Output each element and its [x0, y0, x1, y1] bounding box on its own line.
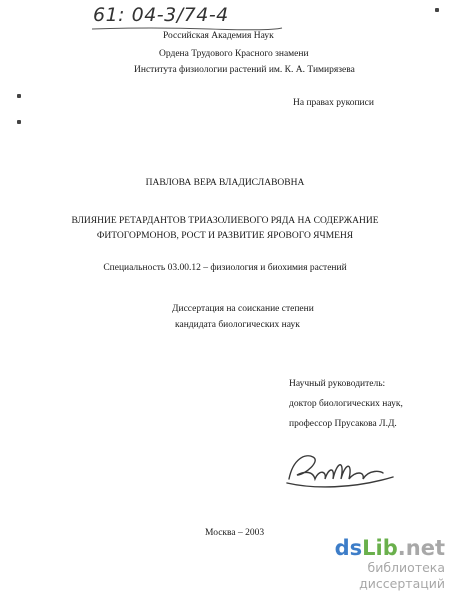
degree-line-1: Диссертация на соискание степени — [172, 304, 314, 314]
dslib-watermark — [300, 536, 445, 592]
dissertation-title-line-1: ВЛИЯНИЕ РЕТАРДАНТОВ ТРИАЗОЛИЕВОГО РЯДА НА СОДЕРЖАНИЕ — [71, 216, 379, 226]
logo-ds: ds — [334, 536, 363, 560]
institution-line-2: Ордена Трудового Красного знамени — [159, 49, 309, 59]
logo-net: .net — [397, 536, 445, 560]
logo-lib: Lib — [362, 536, 398, 560]
dslib-subtitle: библиотека диссертаций — [359, 560, 445, 591]
place-year: Москва – 2003 — [205, 528, 265, 538]
supervisor-degree: доктор биологических наук, — [289, 399, 403, 409]
dslib-logo — [300, 536, 445, 560]
institution-line-1: Российская Академия Наук — [163, 31, 274, 41]
specialty: Специальность 03.00.12 – физиология и биохимия растений — [103, 263, 347, 273]
supervisor-heading: Научный руководитель: — [289, 379, 386, 389]
scan-mark — [17, 120, 21, 124]
handwritten-catalog-number: 61: 04-3/74-4 — [93, 4, 229, 26]
author-name: ПАВЛОВА ВЕРА ВЛАДИСЛАВОВНА — [145, 178, 305, 188]
institution-line-3: Института физиологии растений им. К. А. Тимирязева — [134, 65, 355, 75]
scan-mark — [17, 94, 21, 98]
author-signature — [283, 445, 413, 497]
degree-line-2: кандидата биологических наук — [175, 320, 300, 330]
rights-note: На правах рукописи — [293, 98, 374, 108]
supervisor-name: профессор Прусакова Л.Д. — [289, 419, 397, 429]
dissertation-title-line-2: ФИТОГОРМОНОВ, РОСТ И РАЗВИТИЕ ЯРОВОГО ЯЧМЕНЯ — [96, 231, 354, 241]
scan-mark — [435, 8, 439, 12]
